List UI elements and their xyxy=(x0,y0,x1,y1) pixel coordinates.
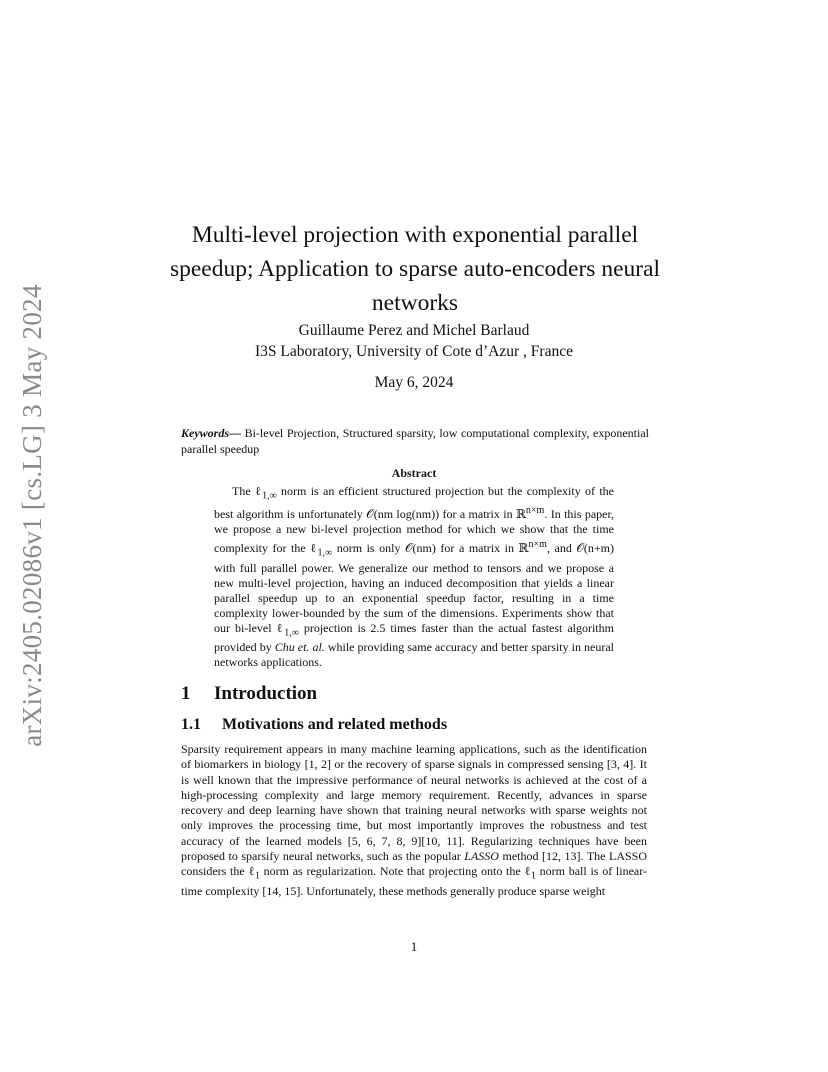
abstract-text: The ℓ xyxy=(232,484,263,498)
page-number: 1 xyxy=(410,939,418,954)
subscript: 1 xyxy=(254,870,260,882)
keywords-text: Bi-level Projection, Structured sparsity, low computational complexity, exponential parallel speedup xyxy=(181,426,649,456)
abstract-text: . In this paper, we propose a new bi-level projection method for which we show that the time complexity for the ℓ xyxy=(214,507,614,556)
superscript: n×m xyxy=(525,505,545,517)
section-title: Introduction xyxy=(214,683,318,704)
abstract-heading: Abstract xyxy=(391,466,437,480)
body-text xyxy=(181,742,647,899)
affiliation: I3S Laboratory, University of Cote d’Azur , France xyxy=(255,343,573,360)
body-text-run: norm as regularization. Note that projecting onto the ℓ xyxy=(259,864,531,879)
body-text-run: norm ball is of linear-time complexity [14, 15]. Unfortunately, these methods generally produce sparse weight xyxy=(181,864,647,899)
subsection-title: Motivations and related methods xyxy=(222,716,448,733)
date: May 6, 2024 xyxy=(374,374,454,391)
keywords-label: Keywords— xyxy=(181,426,241,440)
subsection-number: 1.1 xyxy=(181,716,201,733)
abstract-text: , and 𝒪(n+m) with full parallel power. We generalize our method to tensors and we propose a new multi-level projection, having an induced decomposition that yields a linear parallel speedup up to an exponential speedup factor, resulting in a time complexity lower-bounded by the sum of the dimensions. Experiments show that our bi-level ℓ xyxy=(214,541,615,635)
subsection-heading xyxy=(181,716,447,734)
authors: Guillaume Perez and Michel Barlaud xyxy=(298,322,530,339)
abstract-text: projection is 2.5 times faster than the actual fastest algorithm provided by xyxy=(214,620,614,655)
subscript: 1,∞ xyxy=(317,547,333,559)
emphasis: LASSO xyxy=(464,849,499,864)
body-paragraph xyxy=(181,742,647,899)
body-text-run: method [12, 13]. The LASSO considers the ℓ xyxy=(181,849,648,879)
subscript: 1,∞ xyxy=(262,490,277,502)
abstract-text: while providing same accuracy and better sparsity in neural networks applications. xyxy=(214,640,615,670)
subscript: 1,∞ xyxy=(284,627,299,639)
section-heading xyxy=(181,683,317,705)
abstract-text: norm is only 𝒪(nm) for a matrix in ℝ xyxy=(332,541,529,556)
arxiv-identifier: arXiv:2405.02086v1 [cs.LG] 3 May 2024 xyxy=(16,283,47,747)
subscript: 1 xyxy=(530,870,536,882)
emphasis: Chu et. al. xyxy=(274,640,325,655)
abstract-paragraph xyxy=(214,484,614,670)
abstract xyxy=(214,484,614,670)
abstract-text: norm is an efficient structured projection but the complexity of the best algorithm is unfortunately 𝒪(nm log(nm)) for a matrix in ℝ xyxy=(214,484,614,522)
body-text-run: Sparsity requirement appears in many machine learning applications, such as the identification of biomarkers in biology [1, 2] or the recovery of sparse signals in compressed sensing [3, 4]. It is well known that the impressive performance of neural networks is achieved at the cost of a high-processing complexity and large memory requirement. Recently, advances in sparse recovery and deep learning have shown that training neural networks with sparse weights not only improves the processing time, but most importantly improves the robustness and test accuracy of the learned models [5, 6, 7, 8, 9][10, 11]. Regularizing techniques have been proposed to sparsify neural networks, such as the popular xyxy=(181,742,647,864)
paper-title: Multi-level projection with exponential parallel speedup; Application to sparse auto-encoders neural networks xyxy=(169,222,661,316)
superscript: n×m xyxy=(528,539,547,551)
keywords xyxy=(181,426,649,457)
section-number: 1 xyxy=(181,683,191,704)
